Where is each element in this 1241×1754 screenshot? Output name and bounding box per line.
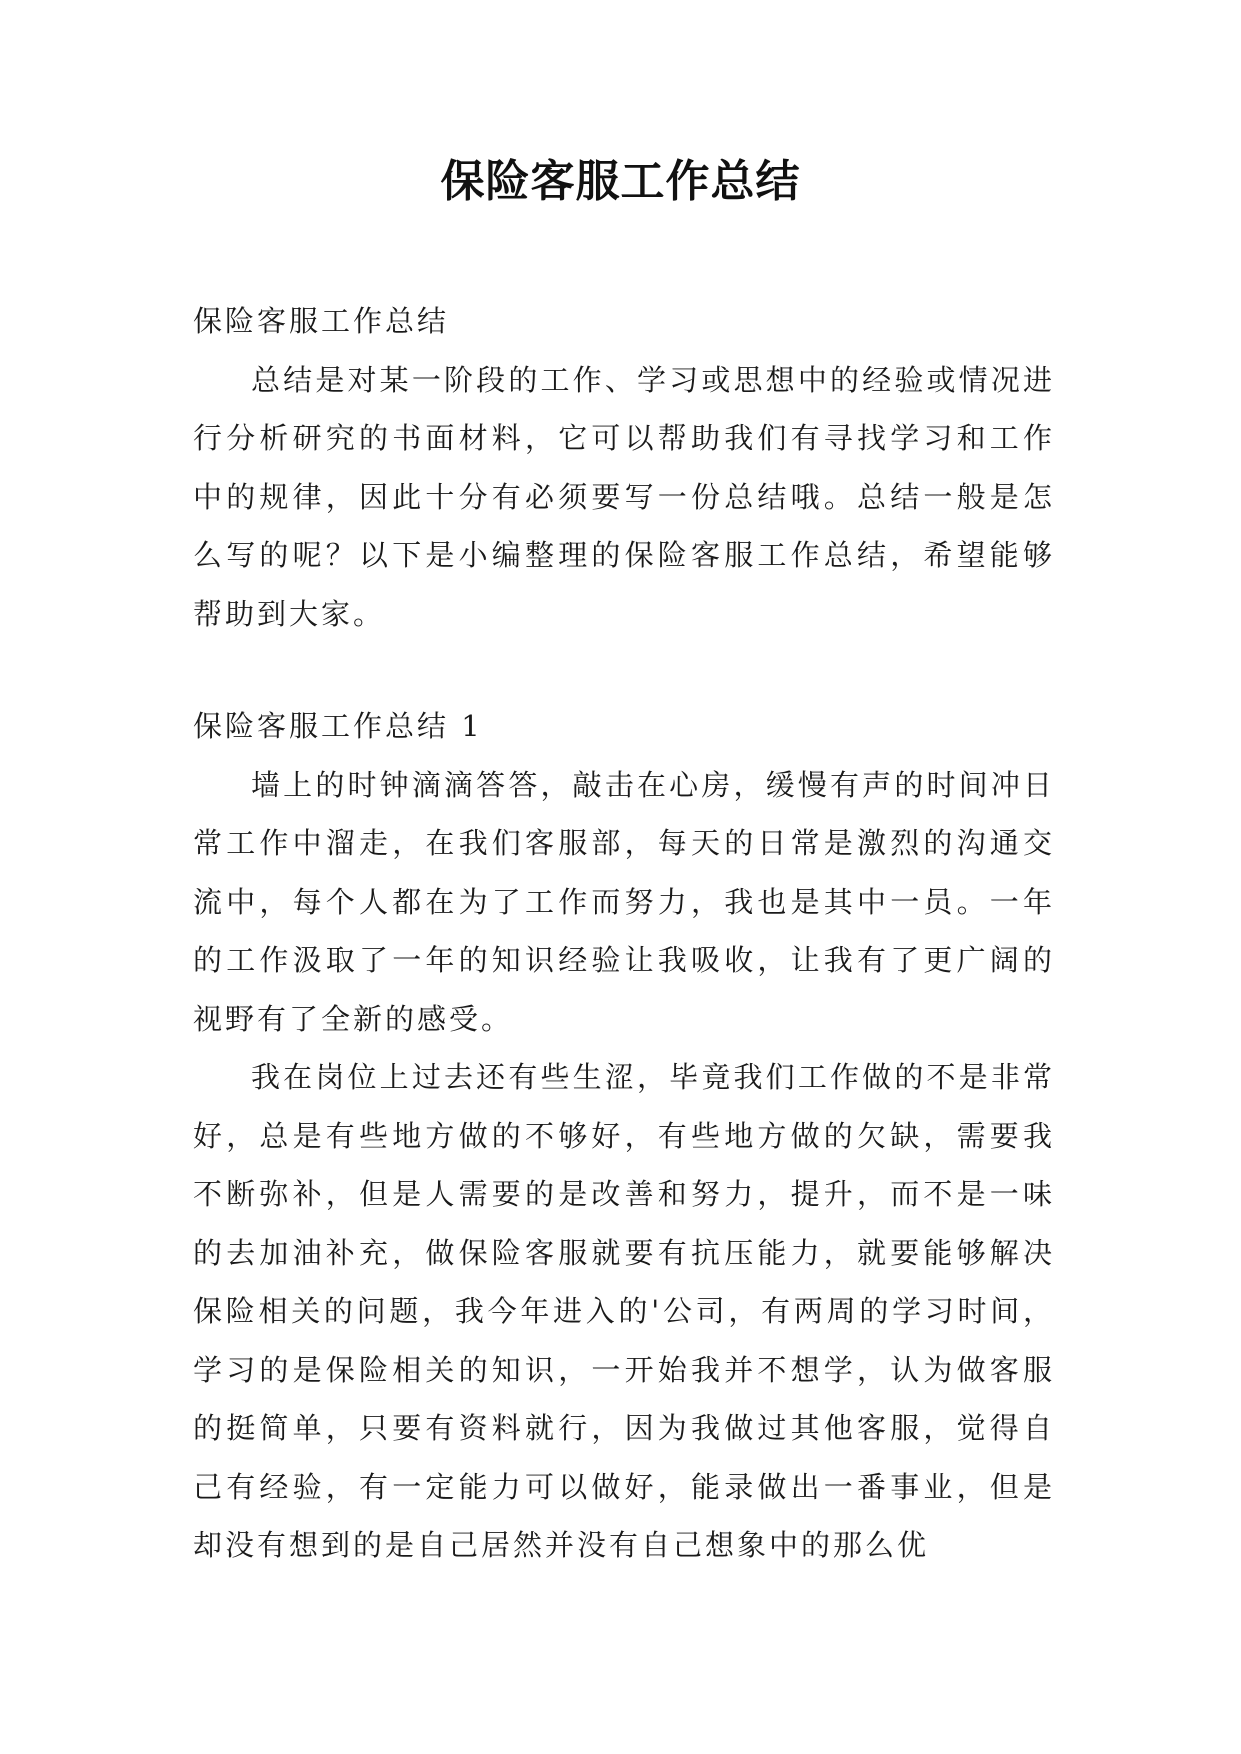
section-heading: 保险客服工作总结 1 [193,709,483,743]
intro-paragraph: 总结是对某一阶段的工作、学习或思想中的经验或情况进行分析研究的书面材料，它可以帮助我们有寻找学习和工作中的规律，因此十分有必须要写一份总结哦。总结一般是怎么写的呢？以下是小编整理的保险客服工作总结，希望能够帮助到大家。 [193,362,1055,631]
section-gap [193,643,1055,697]
document-title: 保险客服工作总结 [440,156,801,207]
document-subtitle: 保险客服工作总结 [193,304,450,338]
document-body [193,292,1055,1575]
body-paragraph: 墙上的时钟滴滴答答，敲击在心房，缓慢有声的时间冲日常工作中溜走，在我们客服部，每天的日常是激烈的沟通交流中，每个人都在为了工作而努力，我也是其中一员。一年的工作汲取了一年的知识经验让我吸收，让我有了更广阔的视野有了全新的感受。 [193,767,1055,1036]
body-paragraph: 我在岗位上过去还有些生涩，毕竟我们工作做的不是非常好，总是有些地方做的不够好，有些地方做的欠缺，需要我不断弥补，但是人需要的是改善和努力，提升，而不是一味的去加油补充，做保险客服就要有抗压能力，就要能够解决保险相关的问题，我今年进入的'公司，有两周的学习时间，学习的是保险相关的知识，一开始我并不想学，认为做客服的挺简单，只要有资料就行，因为我做过其他客服，觉得自己有经验，有一定能力可以做好，能录做出一番事业，但是却没有想到的是自己居然并没有自己想象中的那么优 [193,1060,1055,1562]
